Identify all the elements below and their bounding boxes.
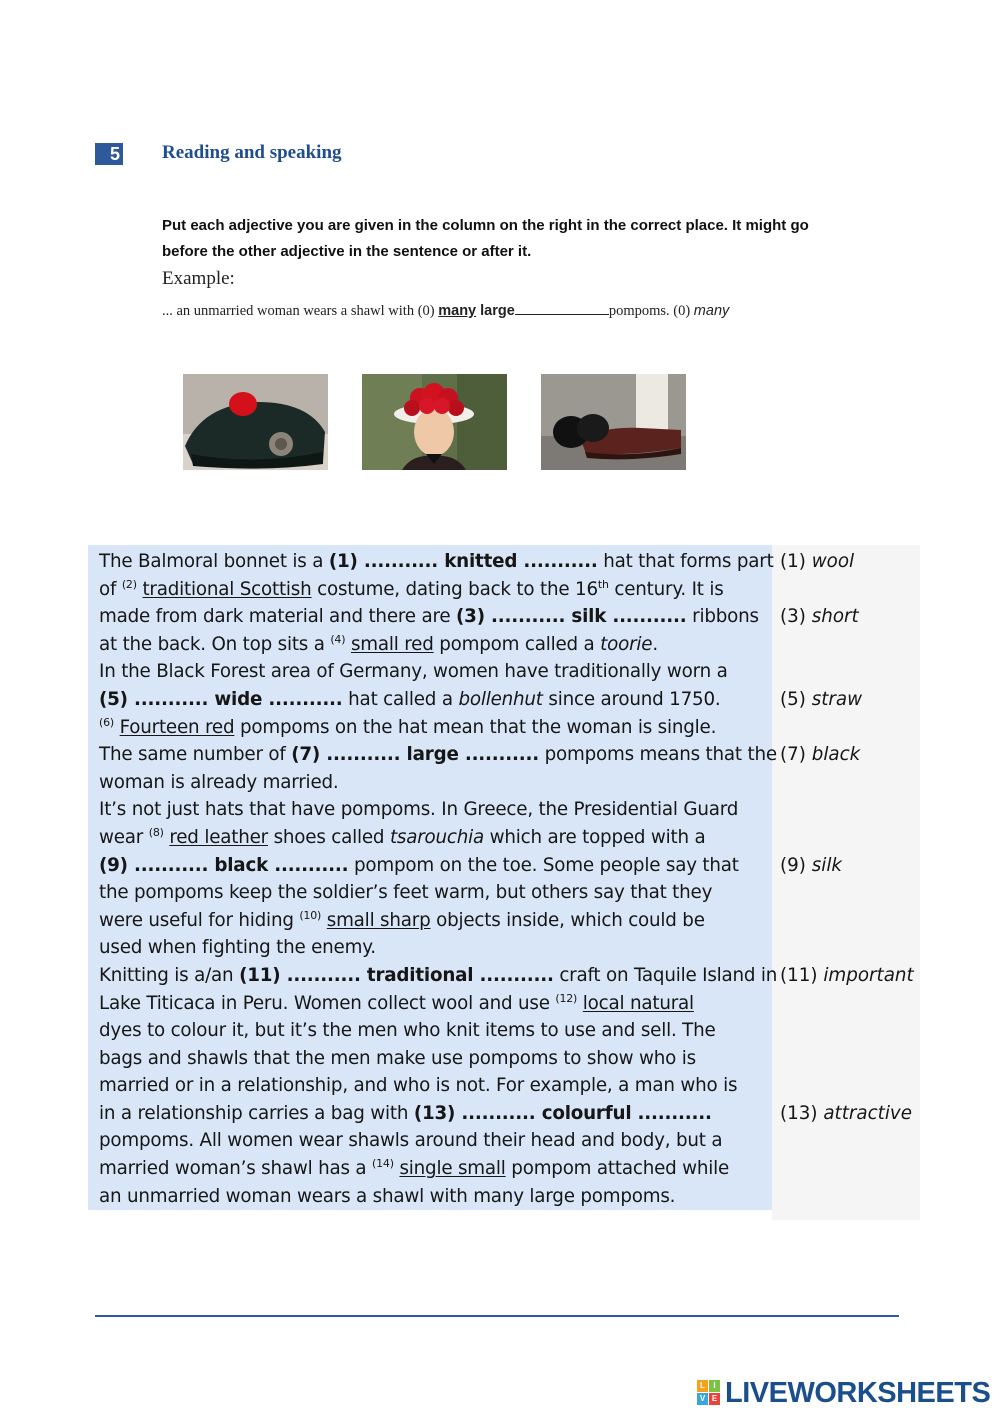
passage-line: In the Black Forest area of Germany, women have traditionally worn a xyxy=(99,661,728,683)
passage-line: It’s not just hats that have pompoms. In Greece, the Presidential Guard xyxy=(99,799,739,821)
given-word-3: (3) short xyxy=(780,606,859,628)
adjective-pair-2: traditional Scottish xyxy=(142,578,312,600)
passage-line: married or in a relationship, and who is not. For example, a man who is xyxy=(99,1075,738,1097)
adjective-pair-4: small red xyxy=(350,633,434,655)
passage-line: an unmarried woman wears a shawl with many large pompoms. xyxy=(99,1185,676,1207)
gap-13[interactable]: (13) ........... colourful ........... xyxy=(413,1102,712,1124)
example-blank xyxy=(515,302,609,315)
adjective-pair-8: red leather xyxy=(169,826,268,848)
given-word-1: (1) wool xyxy=(780,551,855,572)
passage-line: pompoms. All women wear shawls around their head and body, but a xyxy=(99,1130,723,1152)
adjective-pair-14: single small xyxy=(399,1158,506,1180)
section-title: Reading and speaking xyxy=(162,142,342,163)
passage-line: Lake Titicaca in Peru. Women collect wool and use $^{(12)}$ local natural xyxy=(99,991,694,1014)
gap-7[interactable]: (7) ........... large ........... xyxy=(291,744,540,766)
example-given-word: many xyxy=(693,303,730,319)
example-answer: many large xyxy=(438,303,515,319)
passage-line: were useful for hiding $^{(10)}$ small sharp objects inside, which could be xyxy=(99,908,705,931)
given-word-13: (13) attractive xyxy=(780,1103,912,1124)
passage-line: $^{(6)}$ Fourteen red pompoms on the hat mean that the woman is single. xyxy=(99,715,717,738)
liveworksheets-logo xyxy=(697,1377,990,1409)
gap-5[interactable]: (5) ........... wide ........... xyxy=(99,688,343,710)
passage-line: The Balmoral bonnet is a (1) ........... knitted ........... hat that forms part xyxy=(99,551,774,572)
passage-line: in a relationship carries a bag with (13) ........... colourful ........... xyxy=(99,1102,712,1124)
given-word-11: (11) important xyxy=(780,965,914,986)
passage-line: of $^{(2)}$ traditional Scottish costume, dating back to the 16th century. It is xyxy=(99,577,724,600)
passage-line: Knitting is a/an (11) ........... traditional ........... craft on Taquile Island in xyxy=(99,964,778,986)
passage-line: wear $^{(8)}$ red leather shoes called tsarouchia which are topped with a xyxy=(99,825,706,848)
passage-line: bags and shawls that the men make use pompoms to show who is xyxy=(99,1047,696,1069)
adjective-pair-12: local natural xyxy=(582,992,694,1014)
passage-line: made from dark material and there are (3) ........... silk ........... ribbons xyxy=(99,606,759,628)
example-label: Example: xyxy=(162,268,235,289)
example-sentence: ... an unmarried woman wears a shawl with (0) many large pompoms. (0) many xyxy=(162,303,730,319)
passage-line: The same number of (7) ........... large ........... pompoms means that the xyxy=(99,744,777,766)
footer-rule xyxy=(95,1315,899,1317)
given-word-9: (9) silk xyxy=(780,854,842,876)
passage-line: (5) ........... wide ........... hat called a bollenhut since around 1750. xyxy=(99,688,721,710)
section-number: 5 xyxy=(95,143,123,165)
passage-line: the pompoms keep the soldier’s feet warm, but others say that they xyxy=(99,882,713,904)
passage-line: dyes to colour it, but it’s the men who knit items to use and sell. The xyxy=(99,1020,716,1042)
bollenhut-woman-image xyxy=(362,374,507,470)
tsarouchia-shoe-image xyxy=(541,374,686,470)
given-word-5: (5) straw xyxy=(780,689,863,710)
instruction-line: Put each adjective you are given in the column on the right in the correct place. It might go xyxy=(162,217,809,234)
gap-3[interactable]: (3) ........... silk ........... xyxy=(456,606,687,628)
gap-1[interactable]: (1) ........... knitted ........... xyxy=(328,551,598,572)
instruction xyxy=(162,213,882,265)
liveworksheets-logo-text: LIVEWORKSHEETS xyxy=(725,1377,991,1409)
passage-line: woman is already married. xyxy=(99,771,339,793)
gap-9[interactable]: (9) ........... black ........... xyxy=(99,854,349,876)
passage-line: married woman’s shawl has a $^{(14)}$ single small pompom attached while xyxy=(99,1157,730,1180)
reading-passage xyxy=(99,548,778,1210)
given-word-7: (7) black xyxy=(780,744,861,766)
passage-line: at the back. On top sits a $^{(4)}$ small red pompom called a toorie. xyxy=(99,632,658,655)
liveworksheets-logo-icon: L I V E xyxy=(697,1380,721,1406)
passage-line: used when fighting the enemy. xyxy=(99,937,376,959)
passage-line: (9) ........... black ........... pompom on the toe. Some people say that xyxy=(99,854,739,876)
instruction-line: before the other adjective in the sentence or after it. xyxy=(162,243,532,260)
adjective-pair-10: small sharp xyxy=(326,909,431,931)
balmoral-bonnet-image xyxy=(183,374,328,470)
gap-11[interactable]: (11) ........... traditional ........... xyxy=(239,964,554,986)
adjective-pair-6: Fourteen red xyxy=(119,716,235,738)
